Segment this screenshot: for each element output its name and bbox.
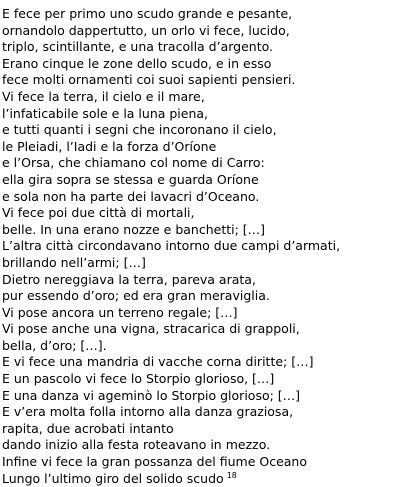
poem-line-6: Vi fece la terra, il cielo e il mare,	[2, 88, 205, 104]
footnote-reference[interactable]: 18	[226, 470, 237, 480]
poem-line-11: ella gira sopra se stessa e guarda Oríone	[2, 171, 259, 187]
poem-line-29-text: Lungo l’ultimo giro del solido scudo	[2, 470, 224, 486]
poem-line-23: E un pascolo vi fece lo Storpio glorioso, […]	[2, 371, 275, 387]
poem-line-4: Erano cinque le zone dello scudo, e in esso	[2, 55, 272, 71]
poem-line-9: le Pleiadi, l’Iadi e la forza d’Oríone	[2, 138, 217, 154]
poem-line-10: e l’Orsa, che chiamano col nome di Carro:	[2, 155, 265, 171]
poem-line-18: pur essendo d’oro; ed era gran meraviglia.	[2, 288, 270, 304]
poem-line-19: Vi pose ancora un terreno regale; […]	[2, 304, 238, 320]
poem-line-7: l’infaticabile sole e la luna piena,	[2, 105, 209, 121]
poem-line-3: triplo, scintillante, e una tracolla d’argento.	[2, 39, 274, 55]
poem-line-25: E v’era molta folla intorno alla danza graziosa,	[2, 404, 294, 420]
poem-line-8: e tutti quanti i segni che incoronano il cielo,	[2, 122, 277, 138]
poem-line-26: rapita, due acrobati intanto	[2, 420, 174, 436]
poem-line-17: Dietro nereggiava la terra, pareva arata,	[2, 271, 256, 287]
poem-line-29	[0, 471, 401, 487]
poem-line-21: bella, d’oro; […].	[2, 337, 107, 353]
poem-line-22: E vi fece una mandria di vacche corna diritte; […]	[2, 354, 314, 370]
poem-line-24: E una danza vi ageminò lo Storpio glorioso; […]	[2, 387, 301, 403]
poem-line-14: belle. In una erano nozze e banchetti; […]	[2, 221, 266, 237]
poem-line-13: Vi fece poi due città di mortali,	[2, 205, 195, 221]
poem-line-20: Vi pose anche una vigna, stracarica di grappoli,	[2, 321, 300, 337]
poem-line-16: brillando nell’armi; […]	[2, 254, 146, 270]
poem-line-1: E fece per primo uno scudo grande e pesante,	[2, 6, 293, 21]
poem-line-15: L’altra città circondavano intorno due campi d’armati,	[2, 238, 341, 254]
poem-text	[0, 6, 401, 487]
poem-line-2: ornandolo dappertutto, un orlo vi fece, lucido,	[2, 22, 290, 38]
poem-line-28: Infine vi fece la gran possanza del fiume Oceano	[2, 454, 307, 470]
poem-line-5: fece molti ornamenti coi suoi sapienti pensieri.	[2, 72, 296, 88]
poem-line-27: dando inizio alla festa roteavano in mezzo.	[2, 437, 271, 453]
poem-line-12: e sola non ha parte dei lavacri d’Oceano.	[2, 188, 260, 204]
